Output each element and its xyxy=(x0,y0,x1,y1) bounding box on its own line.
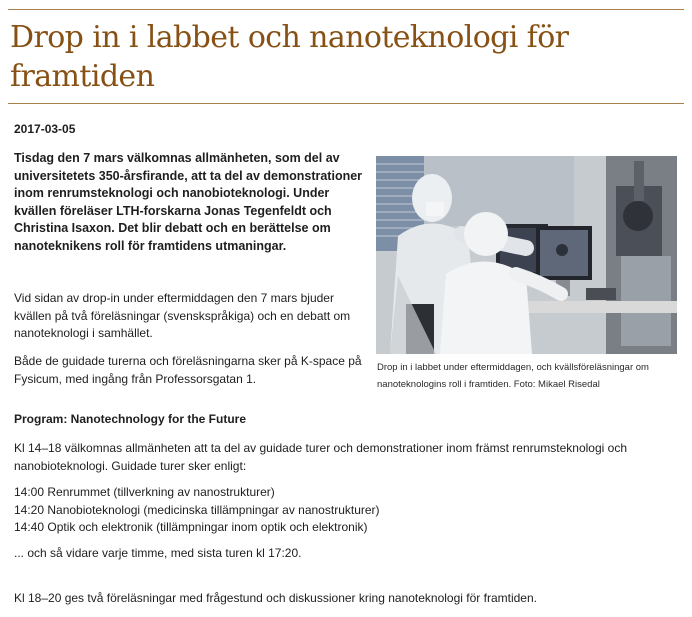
schedule-continuation: ... och så vidare varje timme, med sista turen kl 17:20. xyxy=(14,546,302,560)
article-lead: Tisdag den 7 mars välkomnas allmänheten, som del av universitetets 350-årsfirande, att ta del av demonstrationer inom renrumsteknologi och nanobioteknologi. Under kvällen föreläser LTH-forskarna Jonas Tegenfeldt och Christina Isaxon. Det blir debatt och en berättelse om nanoteknikens roll för framtidens utmaningar. xyxy=(14,151,363,253)
article-title: Drop in i labbet och nanoteknologi för framtiden xyxy=(10,20,569,94)
tour-item: 14:00 Renrummet (tillverkning av nanostrukturer) xyxy=(14,485,275,499)
article-paragraph-2: Både de guidade turerna och föreläsningarna sker på K-space på Fysicum, med ingång från Professorsgatan 1. xyxy=(14,354,362,386)
photo-caption: Drop in i labbet under eftermiddagen, och kvällsföreläsningar om nanoteknologins roll i framtiden. Foto: Mikael Risedal xyxy=(377,362,649,390)
article-date: 2017-03-05 xyxy=(14,122,76,136)
program-intro: Kl 14–18 välkomnas allmänheten att ta del av guidade turer och demonstrationer inom främst renrumsteknologi och nanobioteknologi. Guidade turer sker enligt: xyxy=(14,441,628,473)
tour-item: 14:40 Optik och elektronik (tillämpningar inom optik och elektronik) xyxy=(14,520,368,534)
lab-photo xyxy=(376,156,677,354)
top-divider xyxy=(8,9,684,10)
article-paragraph-1: Vid sidan av drop-in under eftermiddagen den 7 mars bjuder kvällen på två föreläsningar (svenskspråkiga) och en debatt om nanoteknologi i samhället. xyxy=(14,291,351,340)
title-divider xyxy=(8,103,684,104)
tour-item: 14:20 Nanobioteknologi (medicinska tillämpningar av nanostrukturer) xyxy=(14,502,380,517)
evening-lectures: Kl 18–20 ges två föreläsningar med frågestund och diskussioner kring nanoteknologi för framtiden. xyxy=(14,591,537,605)
tour-schedule xyxy=(14,484,380,537)
program-heading: Program: Nanotechnology for the Future xyxy=(14,412,247,426)
